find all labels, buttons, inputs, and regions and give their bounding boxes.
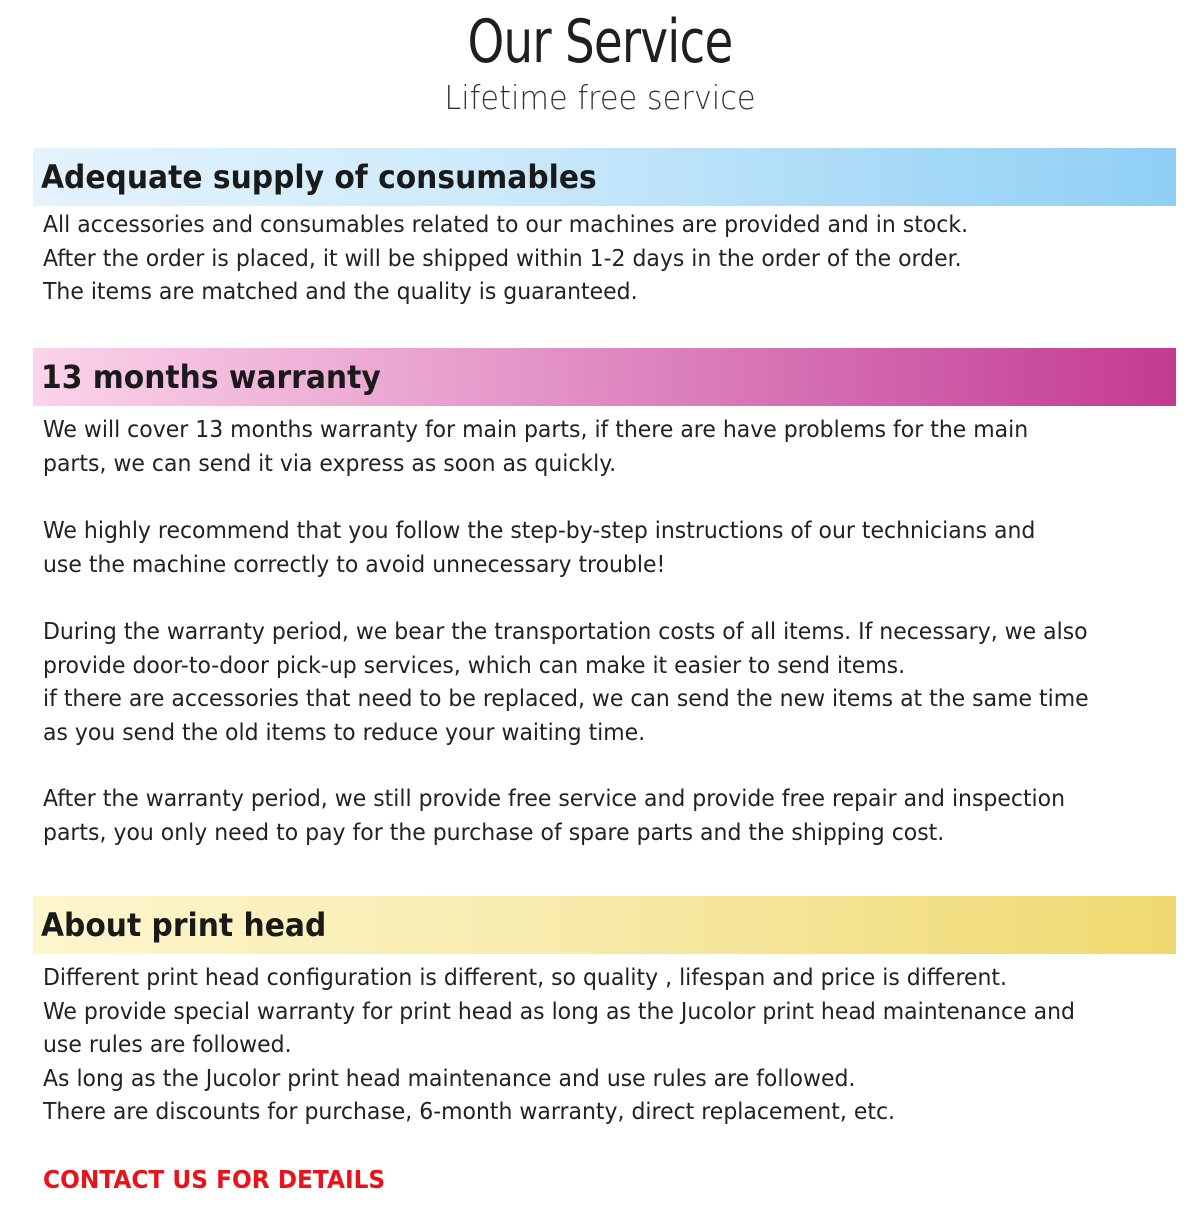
text-line: We highly recommend that you follow the step-by-step instructions of our technicians and	[43, 518, 1036, 544]
text-line: parts, you only need to pay for the purchase of spare parts and the shipping cost.	[43, 819, 945, 846]
text-line: parts, we can send it via express as soon as quickly.	[43, 450, 617, 477]
print-head-paragraph	[43, 962, 1183, 1130]
section-heading-warranty	[33, 348, 1176, 406]
section-heading-consumables	[33, 148, 1176, 206]
text-line: The items are matched and the quality is guaranteed.	[43, 279, 638, 305]
text-line: use rules are followed.	[43, 1032, 292, 1058]
text-line: We provide special warranty for print head as long as the Jucolor print head maintenance and	[43, 998, 1075, 1025]
text-line: if there are accessories that need to be replaced, we can send the new items at the same time	[43, 686, 1089, 712]
section-heading-text: About print head	[41, 906, 327, 944]
contact-us-text: CONTACT US FOR DETAILS	[43, 1165, 386, 1194]
warranty-paragraph-1	[43, 414, 1183, 481]
page-subtitle: Lifetime free service	[444, 78, 756, 117]
warranty-paragraph-3	[43, 616, 1183, 750]
warranty-paragraph-2	[43, 515, 1183, 582]
section-heading-text: 13 months warranty	[41, 358, 381, 396]
text-line: After the order is placed, it will be shipped within 1-2 days in the order of the order.	[43, 245, 962, 272]
text-line: There are discounts for purchase, 6-month warranty, direct replacement, etc.	[43, 1099, 896, 1125]
section-heading-text: Adequate supply of consumables	[41, 158, 597, 196]
text-line: Different print head configuration is different, so quality , lifespan and price is different.	[43, 965, 1008, 991]
text-line: provide door-to-door pick-up services, which can make it easier to send items.	[43, 652, 906, 679]
text-line: We will cover 13 months warranty for main parts, if there are have problems for the main	[43, 417, 1029, 443]
text-line: After the warranty period, we still provide free service and provide free repair and inspection	[43, 786, 1066, 812]
section-heading-print-head	[33, 896, 1176, 954]
text-line: All accessories and consumables related to our machines are provided and in stock.	[43, 212, 969, 238]
text-line: During the warranty period, we bear the transportation costs of all items. If necessary, we also	[43, 619, 1088, 645]
warranty-paragraph-4	[43, 783, 1183, 850]
page-title: Our Service	[467, 7, 733, 77]
text-line: use the machine correctly to avoid unnecessary trouble!	[43, 551, 666, 578]
text-line: as you send the old items to reduce your waiting time.	[43, 719, 646, 746]
consumables-paragraph	[43, 209, 1183, 310]
text-line: As long as the Jucolor print head maintenance and use rules are followed.	[43, 1065, 856, 1092]
